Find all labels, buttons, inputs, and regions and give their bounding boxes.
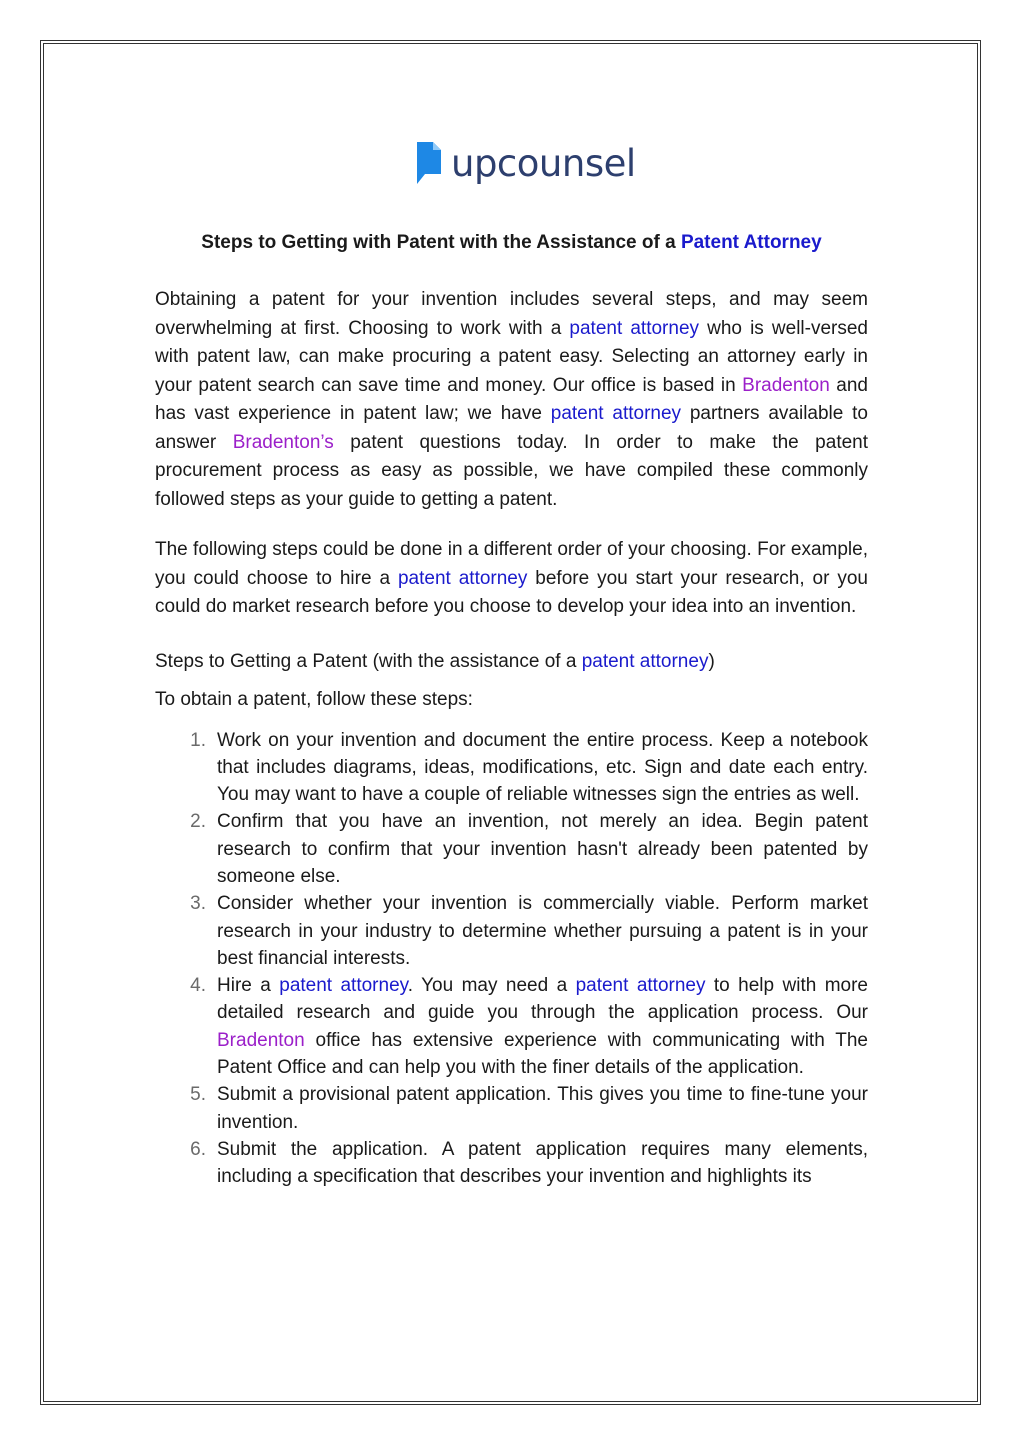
list-item xyxy=(155,972,868,1081)
text: and has vast experience in patent law; we have xyxy=(155,374,868,424)
list-item xyxy=(155,1136,868,1191)
title-link-patent-attorney[interactable]: Patent Attorney xyxy=(680,232,822,253)
list-text: Submit the application. A patent application requires many elements, including a specification that describes your invention and highlights its xyxy=(217,1138,868,1188)
list-item xyxy=(155,727,868,809)
steps-intro: To obtain a patent, follow these steps: xyxy=(155,689,473,710)
steps-list xyxy=(155,727,868,1191)
list-number: 3. xyxy=(190,893,206,915)
link-patent-attorney[interactable]: patent attorney xyxy=(397,567,528,589)
link-bradenton[interactable]: Bradenton xyxy=(217,1029,305,1051)
text: ) xyxy=(708,650,715,672)
link-patent-attorney[interactable]: patent attorney xyxy=(569,317,700,339)
link-patent-attorney[interactable]: patent attorney xyxy=(279,975,408,997)
list-item xyxy=(155,808,868,890)
upcounsel-logo xyxy=(415,138,636,188)
document-body xyxy=(155,228,868,1191)
list-item xyxy=(155,890,868,972)
text: Steps to Getting a Patent (with the assistance of a xyxy=(155,650,582,672)
page-title xyxy=(155,228,868,258)
list-number: 2. xyxy=(190,811,206,833)
steps-heading xyxy=(155,648,868,677)
list-number: 5. xyxy=(190,1084,206,1106)
text: patent questions today. In order to make the patent procurement process as easy as possible, we have compiled these commonly followed steps as your guide to getting a patent. xyxy=(155,431,869,510)
text: to help with more detailed research and guide you through the application process. Our xyxy=(217,975,869,1024)
list-text xyxy=(217,972,868,1081)
list-number: 1. xyxy=(190,729,206,751)
list-text: Consider whether your invention is commercially viable. Perform market research in your industry to determine whether pursuing a patent is in your best financial interests. xyxy=(217,893,868,969)
logo-wordmark: upcounsel xyxy=(451,141,636,185)
text: before you start your research, or you could do market research before you choose to develop your idea into an invention. xyxy=(155,567,868,617)
text: office has extensive experience with communicating with The Patent Office and can help you with the finer details of the application. xyxy=(217,1029,868,1079)
list-text: Work on your invention and document the entire process. Keep a notebook that includes diagrams, ideas, modifications, etc. Sign and date each entry. You may want to have a couple of reliable witnesses sign the entries as well. xyxy=(217,729,868,806)
link-bradentons[interactable]: Bradenton’s xyxy=(232,431,334,453)
link-patent-attorney[interactable]: patent attorney xyxy=(581,650,709,672)
list-number: 6. xyxy=(190,1138,206,1160)
list-text: Confirm that you have an invention, not merely an idea. Begin patent research to confirm that your invention hasn't already been patented by someone else. xyxy=(217,811,868,887)
text: . You may need a xyxy=(407,975,576,997)
text: partners available to answer xyxy=(155,403,868,453)
intro-paragraph xyxy=(155,286,868,514)
text: who is well-versed with patent law, can make procuring a patent easy. Selecting an attorney early in your patent search can save time and money. Our office is based in xyxy=(155,317,869,396)
order-paragraph xyxy=(155,536,868,622)
speech-bubble-icon xyxy=(415,140,443,186)
title-text: Steps to Getting with Patent with the Assistance of a xyxy=(201,232,681,253)
text: Obtaining a patent for your invention includes several steps, and may seem overwhelming at first. Choosing to work with a xyxy=(155,289,868,339)
text: The following steps could be done in a different order of your choosing. For example, you could choose to hire a xyxy=(155,539,868,589)
list-number: 4. xyxy=(190,975,206,997)
list-item xyxy=(155,1081,868,1136)
link-patent-attorney[interactable]: patent attorney xyxy=(575,975,706,997)
link-bradenton[interactable]: Bradenton xyxy=(742,374,830,396)
list-text: Submit a provisional patent application. This gives you time to fine-tune your invention. xyxy=(217,1084,868,1133)
link-patent-attorney[interactable]: patent attorney xyxy=(550,403,682,424)
text: Hire a xyxy=(217,975,280,997)
